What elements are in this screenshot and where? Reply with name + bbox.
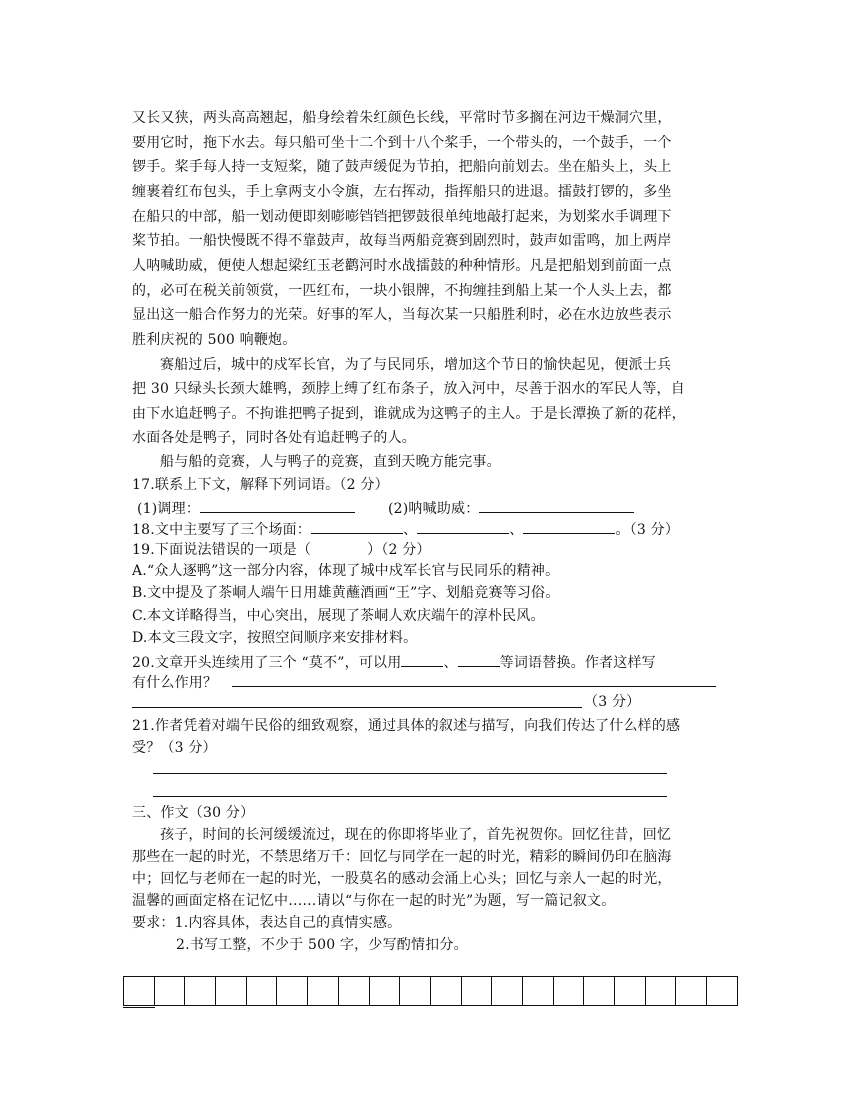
option-b: B.文中提及了茶峒人端午日用雄黄蘸酒画“王”字、划船竞赛等习俗。 <box>132 585 560 601</box>
grid-cell[interactable] <box>554 977 585 1006</box>
passage-line: 的，必可在税关前领赏，一匹红布，一块小银牌，不拘缠挂到船上某一个人头上去，都 <box>132 283 672 299</box>
composition-line: 孩子，时间的长河缓缓流过，现在的你即将毕业了，首先祝贺你。回忆往昔，回忆 <box>160 827 672 843</box>
composition-line: 温馨的画面定格在记忆中……请以“与你在一起的时光”为题，写一篇记叙文。 <box>132 893 616 909</box>
passage-line: 缠裹着红布包头，手上拿两支小令旗，左右挥动，指挥船只的进退。擂鼓打锣的，多坐 <box>132 184 672 200</box>
passage-line: 赛船过后，城中的戍军长官，为了与民同乐，增加这个节日的愉快起见，便派士兵 <box>160 357 672 373</box>
grid-cell[interactable] <box>247 977 278 1006</box>
answer-blank[interactable] <box>311 518 403 534</box>
grid-cell[interactable] <box>523 977 554 1006</box>
question-21-cont: 受？（3 分） <box>132 740 217 756</box>
grid-cell[interactable] <box>185 977 216 1006</box>
answer-blank[interactable] <box>417 518 509 534</box>
answer-line[interactable] <box>153 773 667 774</box>
grid-cell[interactable] <box>462 977 493 1006</box>
passage-line: 水面各处是鸭子，同时各处有追赶鸭子的人。 <box>132 430 416 446</box>
answer-blank[interactable] <box>479 497 634 513</box>
question-20-score: （3 分） <box>584 694 641 710</box>
grid-cell[interactable] <box>370 977 401 1006</box>
requirement-1: 要求：1.内容具体，表达自己的真情实感。 <box>132 915 402 931</box>
option-d: D.本文三段文字，按照空间顺序来安排材料。 <box>132 630 418 646</box>
grid-cell[interactable] <box>124 977 155 1006</box>
grid-cell[interactable] <box>155 977 186 1006</box>
question-18: 18.文中主要写了三个场面： 、 、 。（3 分） <box>132 518 679 540</box>
grid-cell[interactable] <box>216 977 247 1006</box>
grid-underline <box>123 1007 155 1008</box>
passage-line: 又长又狭，两头高高翘起，船身绘着朱红颜色长线，平常时节多搁在河边干燥洞穴里， <box>132 110 672 126</box>
answer-blank[interactable] <box>458 651 500 667</box>
answer-line[interactable] <box>132 707 582 708</box>
question-17-a: (1)调理： <box>137 497 355 519</box>
answer-blank[interactable] <box>523 518 615 534</box>
question-17-b: (2)呐喊助威： <box>388 497 634 519</box>
question-19: 19.下面说法错误的一项是（ ）（2 分） <box>132 542 431 558</box>
grid-cell[interactable] <box>431 977 462 1006</box>
answer-line[interactable] <box>232 686 716 687</box>
question-20: 20.文章开头连续用了三个 “莫不”，可以用 、 等词语替换。作者这样写 <box>132 651 656 673</box>
passage-line: 锣手。桨手每人持一支短桨，随了鼓声缓促为节拍，把船向前划去。坐在船头上，头上 <box>132 159 672 175</box>
passage-line: 桨节拍。一船快慢既不得不靠鼓声，故每当两船竞赛到剧烈时，鼓声如雷鸣，加上两岸 <box>132 233 672 249</box>
composition-line: 那些在一起的时光，不禁思绪万千：回忆与同学在一起的时光，精彩的瞬间仍印在脑海 <box>132 849 672 865</box>
question-20-cont: 有什么作用？ <box>132 675 218 691</box>
requirement-2: 2.书写工整，不少于 500 字，少写酌情扣分。 <box>176 937 468 953</box>
option-c: C.本文详略得当，中心突出，展现了茶峒人欢庆端午的淳朴民风。 <box>132 608 545 624</box>
grid-cell[interactable] <box>584 977 615 1006</box>
passage-line: 胜利庆祝的 500 响鞭炮。 <box>132 332 297 348</box>
composition-line: 中；回忆与老师在一起的时光，一股莫名的感动会涌上心头；回忆与亲人一起的时光， <box>132 871 672 887</box>
grid-cell[interactable] <box>707 977 738 1006</box>
grid-cell[interactable] <box>676 977 707 1006</box>
grid-cell[interactable] <box>615 977 646 1006</box>
grid-cell[interactable] <box>277 977 308 1006</box>
grid-cell[interactable] <box>492 977 523 1006</box>
passage-line: 由下水追赶鸭子。不拘谁把鸭子捉到，谁就成为这鸭子的主人。于是长潭换了新的花样， <box>132 406 686 422</box>
passage-line: 要用它时，拖下水去。每只船可坐十二个到十八个桨手，一个带头的，一个鼓手，一个 <box>132 135 672 151</box>
passage-line: 人呐喊助威，便使人想起梁红玉老鹳河时水战擂鼓的种种情形。凡是把船划到前面一点 <box>132 258 672 274</box>
passage-line: 在船只的中部，船一划动便即刻嘭嘭铛铛把锣鼓很单纯地敲打起来，为划桨水手调理下 <box>132 209 672 225</box>
answer-blank[interactable] <box>200 497 355 513</box>
passage-line: 把 30 只绿头长颈大雄鸭，颈脖上缚了红布条子，放入河中，尽善于泅水的军民人等，自 <box>132 381 685 397</box>
option-a: A.“众人逐鸭”这一部分内容，体现了城中戍军长官与民同乐的精神。 <box>132 563 560 579</box>
question-17: 17.联系上下文，解释下列词语。（2 分） <box>132 477 389 493</box>
grid-cell[interactable] <box>400 977 431 1006</box>
passage-line: 船与船的竞赛，人与鸭子的竞赛，直到天晚方能完事。 <box>160 454 501 470</box>
grid-cell[interactable] <box>646 977 677 1006</box>
writing-grid <box>123 976 738 1006</box>
section-heading: 三、作文（30 分） <box>132 805 255 821</box>
answer-blank[interactable] <box>401 651 443 667</box>
question-21: 21.作者凭着对端午民俗的细致观察，通过具体的叙述与描写，向我们传达了什么样的感 <box>132 718 681 734</box>
answer-line[interactable] <box>153 796 667 797</box>
grid-cell[interactable] <box>339 977 370 1006</box>
grid-cell[interactable] <box>308 977 339 1006</box>
passage-line: 显出这一船合作努力的光荣。好事的军人，当每次某一只船胜利时，必在水边放些表示 <box>132 307 672 323</box>
